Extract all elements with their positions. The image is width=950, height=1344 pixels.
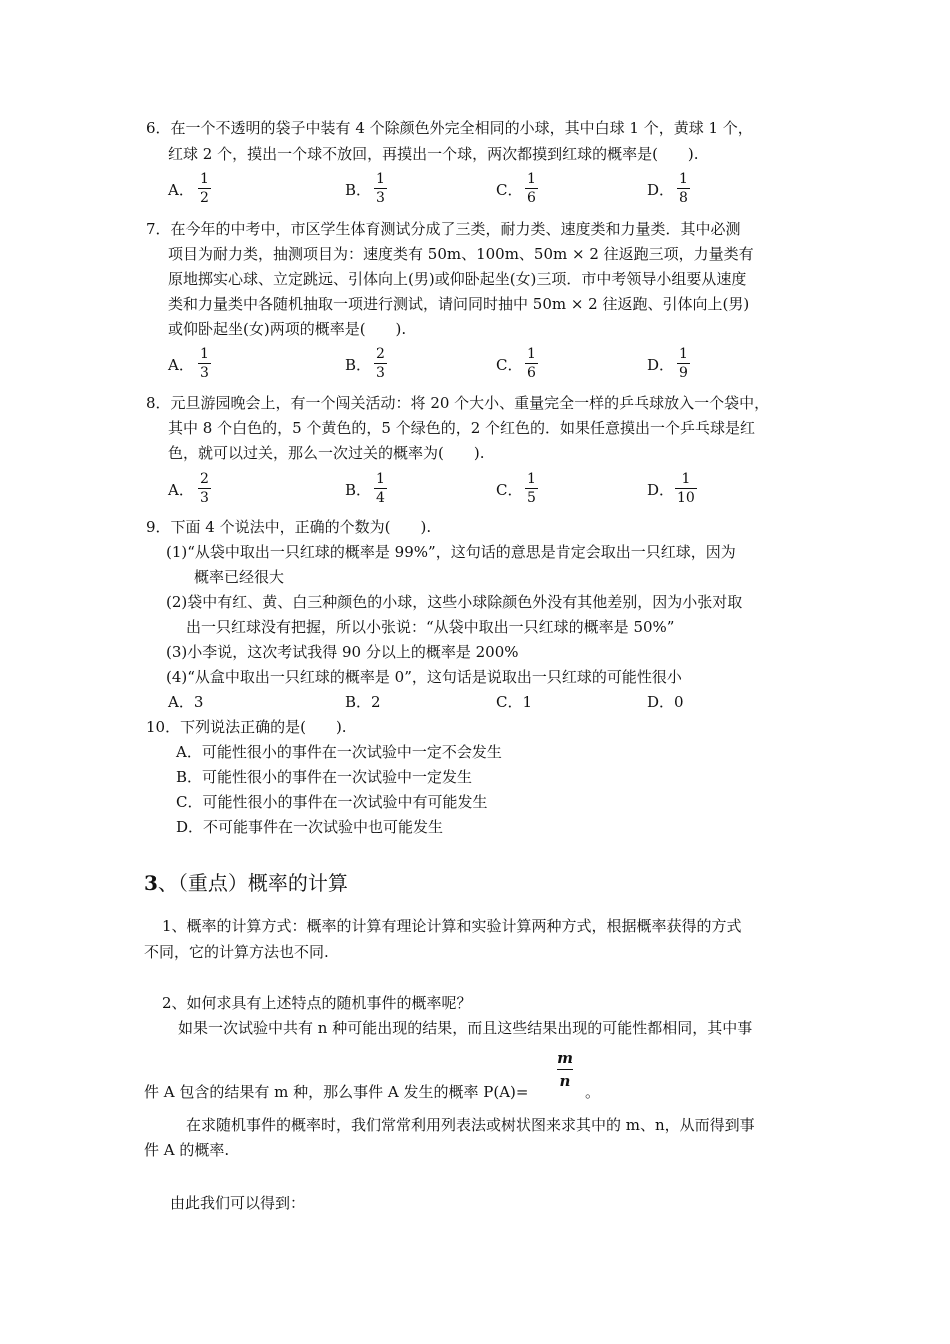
q6-option-b-fraction: [374, 171, 387, 206]
fraction-numerator: 1: [527, 471, 536, 487]
q7-option-a-label: A．: [168, 356, 194, 374]
fraction-numerator: 1: [679, 346, 688, 362]
fraction-bar: [198, 363, 211, 364]
p3-line-1: 在求随机事件的概率时，我们常常利用列表法或树状图来求其中的 m、n，从而得到事: [186, 1116, 755, 1134]
q10-option-a: A．可能性很小的事件在一次试验中一定不会发生: [176, 743, 502, 761]
q7-option-b-fraction: [374, 346, 387, 381]
p4-line-1: 由此我们可以得到：: [170, 1194, 306, 1212]
fraction-denominator: 4: [376, 490, 385, 506]
p2-line-1: 2、如何求具有上述特点的随机事件的概率呢？: [162, 994, 472, 1012]
q8-line-3: 色，就可以过关，那么一次过关的概率为( ).: [168, 444, 485, 462]
fraction-numerator: 1: [527, 171, 536, 187]
fraction-bar: [374, 363, 387, 364]
fraction-numerator-m: m: [557, 1049, 573, 1067]
q6-option-d-label: D．: [647, 181, 675, 199]
q8-option-b-label: B．: [345, 481, 372, 499]
fraction-denominator: 3: [200, 365, 209, 381]
q7-option-c-label: C．: [496, 356, 523, 374]
fraction-numerator: 1: [527, 346, 536, 362]
q7-line-1: 7．在今年的中考中，市区学生体育测试分成了三类，耐力类、速度类和力量类．其中必测: [146, 220, 741, 238]
fraction-bar: [525, 363, 538, 364]
section-title: 、（重点）概率的计算: [157, 871, 348, 895]
p3-line-2: 件 A 的概率.: [144, 1141, 230, 1159]
fraction-numerator: 1: [376, 171, 385, 187]
q6-option-a-label: A．: [168, 181, 194, 199]
fraction-bar: [198, 488, 211, 489]
fraction-numerator: 1: [681, 471, 691, 487]
q7-option-b-label: B．: [345, 356, 372, 374]
q9-statement-1b: 概率已经很大: [194, 568, 285, 586]
q10-option-c: C．可能性很小的事件在一次试验中有可能发生: [176, 793, 488, 811]
q7-line-3: 原地掷实心球、立定跳远、引体向上(男)或仰卧起坐(女)三项．市中考领导小组要从速度: [168, 270, 747, 288]
q8-line-2: 其中 8 个白色的，5 个黄色的，5 个绿色的，2 个红色的．如果任意摸出一个乒乓球是红: [168, 419, 756, 437]
q8-option-c-fraction: [525, 471, 538, 506]
fraction-denominator: 6: [527, 365, 536, 381]
q6-option-c-fraction: [525, 171, 538, 206]
fraction-numerator: 1: [200, 346, 209, 362]
fraction-bar: [675, 488, 697, 489]
q8-option-c-label: C．: [496, 481, 523, 499]
section-heading: [144, 870, 348, 896]
q7-line-2: 项目为耐力类，抽测项目为：速度类有 50m、100m、50m × 2 往返跑三项，力量类有: [168, 245, 754, 263]
q6-option-d-fraction: [677, 171, 690, 206]
q9-option-c: C．1: [496, 693, 533, 711]
q9-option-a: A．3: [168, 693, 204, 711]
fraction-numerator: 1: [376, 471, 385, 487]
fraction-bar: [525, 188, 538, 189]
fraction-bar: [677, 363, 690, 364]
q9-line-1: 9．下面 4 个说法中，正确的个数为( ).: [146, 518, 432, 536]
fraction-denominator: 6: [527, 190, 536, 206]
q6-line-2: 红球 2 个，摸出一个球不放回，再摸出一个球，两次都摸到红球的概率是( ).: [168, 145, 699, 163]
q7-option-a-fraction: [198, 346, 211, 381]
p1-line-1: 1、概率的计算方式：概率的计算有理论计算和实验计算两种方式，根据概率获得的方式: [162, 917, 742, 935]
p2-line-3-end: 。: [585, 1083, 601, 1101]
fraction-bar: [374, 188, 387, 189]
fraction-bar: [198, 188, 211, 189]
q8-option-d-label: D．: [647, 481, 675, 499]
q7-option-c-fraction: [525, 346, 538, 381]
q8-option-a-fraction: [198, 471, 211, 506]
fraction-numerator: 2: [376, 346, 385, 362]
q9-option-b: B．2: [345, 693, 381, 711]
q8-line-1: 8．元旦游园晚会上，有一个闯关活动：将 20 个大小、重量完全一样的乒乓球放入一个袋中，: [146, 394, 770, 412]
q9-statement-3: (3)小李说，这次考试我得 90 分以上的概率是 200%: [166, 643, 519, 661]
probability-fraction: [557, 1049, 573, 1090]
q10-line-1: 10．下列说法正确的是( ).: [146, 718, 347, 736]
fraction-bar: [677, 188, 690, 189]
fraction-bar: [374, 488, 387, 489]
q10-option-b: B．可能性很小的事件在一次试验中一定发生: [176, 768, 473, 786]
q7-option-d-label: D．: [647, 356, 675, 374]
q9-option-d: D．0: [647, 693, 684, 711]
q9-statement-2b: 出一只红球没有把握，所以小张说：“从袋中取出一只红球的概率是 50%”: [186, 618, 675, 636]
q8-option-d-fraction: [675, 471, 697, 506]
fraction-denominator: 3: [376, 190, 385, 206]
q9-statement-1a: (1)“从袋中取出一只红球的概率是 99%”，这句话的意思是肯定会取出一只红球，因为: [166, 543, 736, 561]
fraction-denominator: 9: [679, 365, 688, 381]
q8-option-a-label: A．: [168, 481, 194, 499]
fraction-denominator: 2: [200, 190, 209, 206]
q8-option-b-fraction: [374, 471, 387, 506]
section-number: 3: [144, 871, 158, 895]
fraction-denominator: 8: [679, 190, 688, 206]
fraction-numerator: 2: [200, 471, 209, 487]
q6-option-b-label: B．: [345, 181, 372, 199]
fraction-denominator: 3: [200, 490, 209, 506]
p1-line-2: 不同，它的计算方法也不同.: [144, 943, 329, 961]
q7-line-4: 类和力量类中各随机抽取一项进行测试，请问同时抽中 50m × 2 往返跑、引体向上(男): [168, 295, 750, 313]
fraction-denominator: 5: [527, 490, 536, 506]
q6-option-c-label: C．: [496, 181, 523, 199]
q10-option-d: D．不可能事件在一次试验中也可能发生: [176, 818, 444, 836]
fraction-numerator: 1: [679, 171, 688, 187]
q7-line-5: 或仰卧起坐(女)两项的概率是( ).: [168, 320, 407, 338]
fraction-denominator: 3: [376, 365, 385, 381]
fraction-denominator-n: n: [559, 1072, 571, 1090]
fraction-numerator: 1: [200, 171, 209, 187]
fraction-bar: [557, 1069, 573, 1070]
q6-option-a-fraction: [198, 171, 211, 206]
q6-line-1: 6．在一个不透明的袋子中装有 4 个除颜色外完全相同的小球，其中白球 1 个，黄球 1 个，: [146, 119, 753, 137]
fraction-bar: [525, 488, 538, 489]
p2-line-3: 件 A 包含的结果有 m 种，那么事件 A 发生的概率 P(A)=: [144, 1083, 529, 1101]
q9-statement-2a: (2)袋中有红、黄、白三种颜色的小球，这些小球除颜色外没有其他差别，因为小张对取: [166, 593, 743, 611]
fraction-denominator: 10: [677, 490, 695, 506]
q9-statement-4: (4)“从盒中取出一只红球的概率是 0”，这句话是说取出一只红球的可能性很小: [166, 668, 682, 686]
p2-line-2: 如果一次试验中共有 n 种可能出现的结果，而且这些结果出现的可能性都相同，其中事: [178, 1019, 753, 1037]
q7-option-d-fraction: [677, 346, 690, 381]
